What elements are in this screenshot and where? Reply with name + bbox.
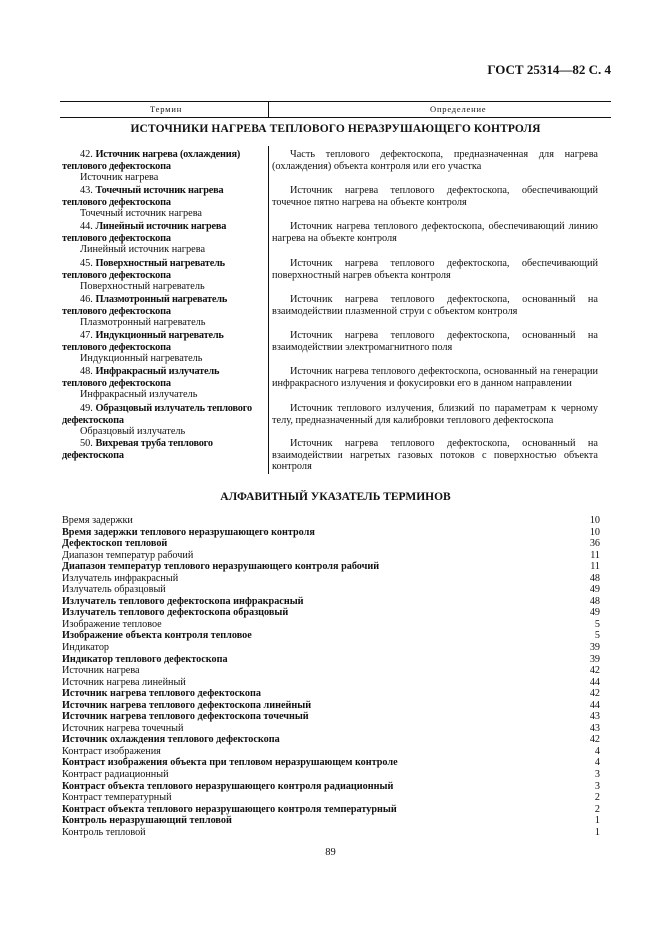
term-cell — [62, 294, 262, 329]
term-name: Инфракрасный излучатель теплового дефектоскопа — [62, 366, 220, 389]
definition-cell: Источник теплового излучения, близкий по параметрам к черному телу, предназначенный для калибровки теплового дефектоскопа — [272, 403, 598, 426]
index-row — [62, 723, 600, 735]
index-term: Контраст температурный — [62, 792, 172, 804]
index-term: Контраст радиационный — [62, 769, 169, 781]
index-row — [62, 677, 600, 689]
index-term: Индикатор теплового дефектоскопа — [62, 653, 228, 665]
index-term: Излучатель теплового дефектоскопа инфракрасный — [62, 595, 304, 607]
definition-cell: Источник нагрева теплового дефектоскопа, обеспечивающий поверхностный нагрев объекта контроля — [272, 258, 598, 281]
index-term: Излучатель инфракрасный — [62, 572, 179, 584]
index-term-number: 5 — [594, 618, 600, 630]
index-title: АЛФАВИТНЫЙ УКАЗАТЕЛЬ ТЕРМИНОВ — [220, 491, 451, 503]
index-row — [62, 804, 600, 816]
index-term-number: 36 — [589, 538, 600, 550]
term-number: 42. — [80, 149, 93, 160]
term-alias: Индукционный нагреватель — [80, 353, 203, 365]
term-alias: Линейный источник нагрева — [80, 244, 206, 256]
index-row — [62, 538, 600, 550]
column-header-definition: Определение — [430, 104, 487, 114]
term-alias: Источник нагрева — [80, 172, 159, 184]
index-row — [62, 550, 600, 562]
index-term-number: 1 — [594, 815, 600, 827]
index-row — [62, 527, 600, 539]
term-alias: Инфракрасный излучатель — [80, 389, 198, 401]
index-term-number: 4 — [594, 745, 600, 757]
index-term: Контраст изображения объекта при тепловом неразрушающем контроле — [62, 757, 398, 769]
index-row — [62, 630, 600, 642]
index-row — [62, 584, 600, 596]
index-term: Источник нагрева линейный — [62, 676, 186, 688]
index-term: Диапазон температур теплового неразрушающего контроля рабочий — [62, 561, 380, 573]
term-number: 50. — [80, 438, 93, 449]
index-row — [62, 757, 600, 769]
index-term: Контраст изображения — [62, 745, 161, 757]
term-cell — [62, 149, 262, 184]
index-row — [62, 815, 600, 827]
index-row — [62, 688, 600, 700]
index-term: Источник нагрева теплового дефектоскопа точечный — [62, 711, 309, 723]
term-name: Точечный источник нагрева теплового дефектоскопа — [62, 185, 224, 208]
index-row — [62, 642, 600, 654]
index-term-number: 5 — [594, 630, 600, 642]
index-term: Источник нагрева — [62, 665, 140, 677]
index-term: Источник охлаждения теплового дефектоскопа — [62, 734, 280, 746]
term-name: Источник нагрева (охлаждения) теплового дефектоскопа — [62, 149, 241, 172]
index-term: Время задержки — [62, 515, 133, 526]
index-row — [62, 827, 600, 839]
index-term-number: 10 — [589, 526, 600, 538]
term-name: Плазмотронный нагреватель теплового дефектоскопа — [62, 294, 228, 317]
term-cell — [62, 366, 262, 401]
definition-cell: Источник нагрева теплового дефектоскопа, обеспечивающий точечное пятно нагрева на объекте контроля — [272, 185, 598, 208]
index-term: Контроль тепловой — [62, 826, 146, 838]
index-term-number: 44 — [589, 699, 600, 711]
index-row — [62, 792, 600, 804]
index-term-number: 3 — [594, 780, 600, 792]
index-term-number: 10 — [589, 515, 600, 526]
table-header-rule — [60, 117, 611, 118]
index-term-number: 11 — [590, 549, 600, 561]
term-name: Вихревая труба теплового дефектоскопа — [62, 438, 213, 461]
term-number: 46. — [80, 294, 93, 305]
column-header-term: Термин — [150, 104, 183, 114]
index-term-number: 42 — [589, 734, 600, 746]
index-term-number: 4 — [594, 757, 600, 769]
index-row — [62, 515, 600, 527]
term-number: 49. — [80, 403, 93, 414]
index-term-number: 49 — [589, 584, 600, 596]
index-row — [62, 619, 600, 631]
index-row — [62, 746, 600, 758]
index-term: Индикатор — [62, 642, 110, 654]
index-row — [62, 734, 600, 746]
index-term-number: 44 — [589, 676, 600, 688]
term-cell — [62, 221, 262, 256]
term-cell — [62, 438, 262, 461]
definition-cell: Часть теплового дефектоскопа, предназначенная для нагрева (охлаждения) объекта контроля или его участка — [272, 149, 598, 172]
term-alias: Точечный источник нагрева — [80, 208, 203, 220]
column-header-divider — [268, 101, 269, 117]
index-term: Излучатель теплового дефектоскопа образцовый — [62, 607, 289, 619]
definition-cell: Источник нагрева теплового дефектоскопа, основанный на взаимодействии нагретых газовых потоков с поверхностью объекта контроля — [272, 438, 598, 473]
index-row — [62, 665, 600, 677]
index-term-number: 3 — [594, 769, 600, 781]
index-term: Время задержки теплового неразрушающего контроля — [62, 526, 315, 538]
index-row — [62, 769, 600, 781]
index-row — [62, 561, 600, 573]
index-row — [62, 711, 600, 723]
term-cell — [62, 330, 262, 365]
index-term: Изображение объекта контроля тепловое — [62, 630, 252, 642]
document-header: ГОСТ 25314—82 С. 4 — [487, 62, 611, 77]
index-term-number: 11 — [590, 561, 600, 573]
index-row — [62, 654, 600, 666]
definition-cell: Источник нагрева теплового дефектоскопа, основанный на взаимодействии плазменной струи с объектом контроля — [272, 294, 598, 317]
index-term-number: 49 — [589, 607, 600, 619]
index-term-number: 43 — [589, 711, 600, 723]
term-number: 44. — [80, 221, 93, 232]
term-cell — [62, 185, 262, 220]
term-index-list — [62, 515, 600, 838]
index-term-number: 39 — [589, 642, 600, 654]
index-term-number: 2 — [594, 803, 600, 815]
term-alias: Поверхностный нагреватель — [80, 281, 205, 293]
index-term: Контраст объекта теплового неразрушающего контроля радиационный — [62, 780, 394, 792]
index-row — [62, 781, 600, 793]
index-row — [62, 596, 600, 608]
page-number: 89 — [325, 847, 336, 858]
index-row — [62, 607, 600, 619]
index-term: Контроль неразрушающий тепловой — [62, 815, 232, 827]
table-column-divider — [268, 146, 269, 474]
index-term: Дефектоскоп тепловой — [62, 538, 168, 550]
definition-cell: Источник нагрева теплового дефектоскопа, обеспечивающий линию нагрева на объекте контроля — [272, 221, 598, 244]
index-term-number: 39 — [589, 653, 600, 665]
term-number: 45. — [80, 258, 93, 269]
term-number: 47. — [80, 330, 93, 341]
index-term-number: 48 — [589, 595, 600, 607]
index-term-number: 42 — [589, 665, 600, 677]
index-term: Источник нагрева теплового дефектоскопа линейный — [62, 699, 312, 711]
index-term: Изображение тепловое — [62, 618, 162, 630]
term-name: Образцовый излучатель теплового дефектоскопа — [62, 403, 252, 426]
term-name: Индукционный нагреватель теплового дефектоскопа — [62, 330, 224, 353]
term-cell — [62, 258, 262, 293]
term-number: 48. — [80, 366, 93, 377]
index-term: Излучатель образцовый — [62, 584, 166, 596]
term-alias: Образцовый излучатель — [80, 426, 186, 438]
term-name: Линейный источник нагрева теплового дефектоскопа — [62, 221, 227, 244]
index-term: Источник нагрева теплового дефектоскопа — [62, 688, 261, 700]
index-term: Диапазон температур рабочий — [62, 549, 194, 561]
definition-cell: Источник нагрева теплового дефектоскопа, основанный на взаимодействии электромагнитного поля — [272, 330, 598, 353]
index-term: Контраст объекта теплового неразрушающего контроля температурный — [62, 803, 397, 815]
index-term-number: 2 — [594, 792, 600, 804]
index-term: Источник нагрева точечный — [62, 722, 184, 734]
section-title: ИСТОЧНИКИ НАГРЕВА ТЕПЛОВОГО НЕРАЗРУШАЮЩЕГО КОНТРОЛЯ — [130, 123, 541, 135]
index-term-number: 48 — [589, 572, 600, 584]
term-alias: Плазмотронный нагреватель — [80, 317, 206, 329]
index-term-number: 43 — [589, 722, 600, 734]
definition-cell: Источник нагрева теплового дефектоскопа, основанный на генерации инфракрасного излучения и фокусировки его в данном направлении — [272, 366, 598, 389]
index-row — [62, 573, 600, 585]
index-term-number: 1 — [594, 826, 600, 838]
index-term-number: 42 — [589, 688, 600, 700]
table-top-rule — [60, 101, 611, 102]
term-name: Поверхностный нагреватель теплового дефектоскопа — [62, 258, 225, 281]
term-number: 43. — [80, 185, 93, 196]
index-row — [62, 700, 600, 712]
term-cell — [62, 403, 262, 438]
